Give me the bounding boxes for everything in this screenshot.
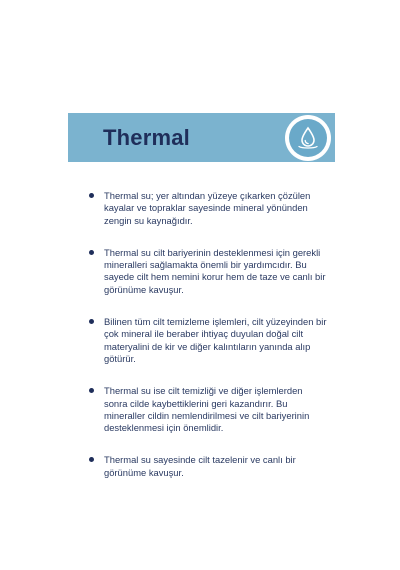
list-item — [88, 316, 328, 365]
bullet-dot — [89, 388, 94, 393]
water-drop-icon — [289, 119, 327, 157]
bullet-dot — [89, 250, 94, 255]
bullet-dot — [89, 193, 94, 198]
bullet-dot — [89, 457, 94, 462]
list-item — [88, 247, 328, 296]
bullet-text: Thermal su sayesinde cilt tazelenir ve canlı bir görünüme kavuşur. — [104, 454, 296, 478]
bullet-text: Thermal su cilt bariyerinin desteklenmesi için gerekli mineralleri sağlamakta önemli bir yardımcıdır. Bu sayede cilt hem nemini korur hem de taze ve canlı bir görünüme kavuşur. — [104, 246, 326, 295]
list-item — [88, 190, 328, 227]
bullet-dot — [89, 319, 94, 324]
bullet-text: Bilinen tüm cilt temizleme işlemleri, cilt yüzeyinden bir çok mineral ile beraber ihtiyaç duyulan doğal cilt materyalini de kir ve diğer kalıntıların yanında alıp götürür. — [104, 316, 327, 364]
list-item — [88, 385, 328, 434]
page-title: Thermal — [103, 125, 190, 150]
list-item — [88, 454, 328, 479]
bullet-text: Thermal su ise cilt temizliği ve diğer işlemlerden sonra cilde kaybettiklerini geri kazandırır. Bu mineraller cildin nemlendirilmesi ve cilt bariyerinin desteklenmesi için önemlidir. — [104, 385, 310, 434]
icon-badge — [285, 115, 331, 161]
bullet-text: Thermal su; yer altından yüzeye çıkarken çözülen kayalar ve topraklar sayesinde mineral yönünden zengin su kaynağıdır. — [104, 190, 311, 226]
bullet-list — [88, 190, 328, 499]
